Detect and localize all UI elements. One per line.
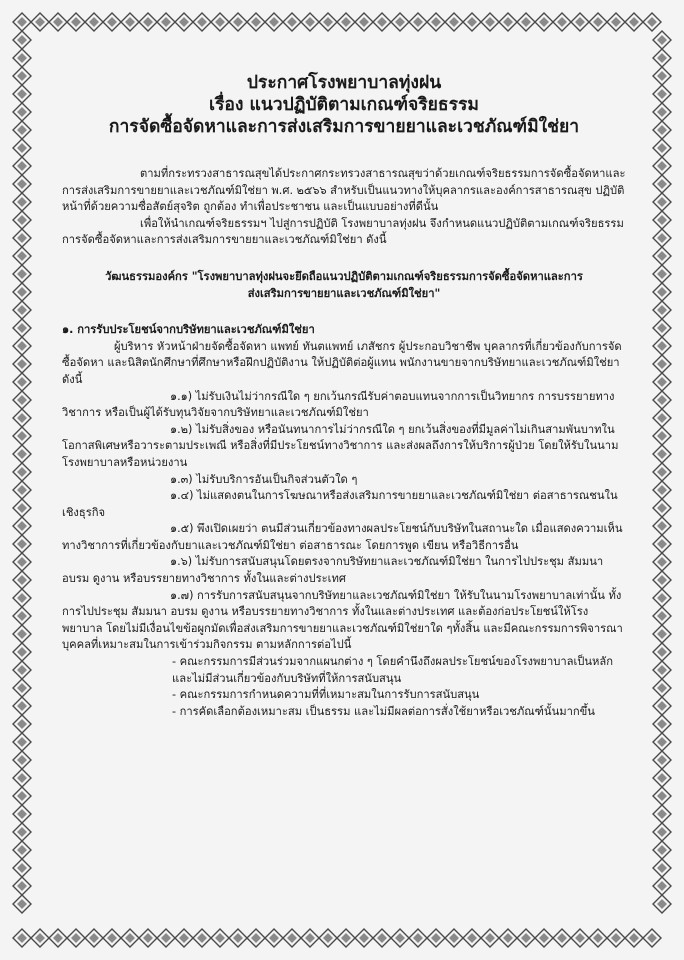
- culture-line-1: วัฒนธรรมองค์กร "โรงพยาบาลทุ่งฝนจะยึดถือแนวปฏิบัติตามเกณฑ์จริยธรรมการจัดซื้อจัดหาและการ: [105, 269, 583, 283]
- organization-culture: [62, 269, 626, 302]
- border-right: [653, 31, 671, 913]
- section-1-intro: ผู้บริหาร หัวหน้าฝ่ายจัดซื้อจัดหา แพทย์ ทันตแพทย์ เภสัชกร ผู้ประกอบวิชาชีพ บุคลากรที่เกี่ยวข้องกับการจัดซื้อจัดหา และนิสิตนักศึกษาที่ศึกษาหรือฝึกปฏิบัติงาน ให้ปฏิบัติต่อผู้แทน พนักงานขายจากบริษัทยาและเวชภัณฑ์มิใช่ยา ดังนี้: [62, 339, 622, 386]
- item-1-5: ๑.๕) พึงเปิดเผยว่า ตนมีส่วนเกี่ยวข้องทางผลประโยชน์กับบริษัทในสถานะใด เมื่อแสดงความเห็นทางวิชาการที่เกี่ยวข้องกับยาและเวชภัณฑ์มิใช่ยา ต่อสาธารณะ โดยการพูด เขียน หรือวิธีการอื่น: [62, 522, 623, 552]
- item-1-6: ๑.๖) ไม่รับการสนับสนุนโดยตรงจากบริษัทยาและเวชภัณฑ์มิใช่ยา ในการไปประชุม สัมมนา อบรม ดูงาน หรือบรรยายทางวิชาการ ทั้งในและต่างประเทศ: [62, 555, 604, 586]
- intro-paragraph-1: ตามที่กระทรวงสาธารณสุขได้ประกาศกระทรวงสาธารณสุขว่าด้วยเกณฑ์จริยธรรมการจัดซื้อจัดหาและการส่งเสริมการขายยาและเวชภัณฑ์มิใช่ยา พ.ศ. ๒๕๖๖ สำหรับเป็นแนวทางให้บุคลากรและองค์การสาธารณสุข ปฏิบัติหน้าที่ด้วยความซื่อสัตย์สุจริต ถูกต้อง ทำเพื่อประชาชน และเป็นแบบอย่างที่ดีนั้น: [62, 167, 626, 214]
- bullet-2: - คณะกรรมการกำหนดความที่ที่เหมาะสมในการรับการสนับสนุน: [172, 688, 480, 702]
- culture-line-2: ส่งเสริมการขายยาและเวชภัณฑ์มิใช่ยา": [247, 286, 441, 300]
- border-top: [13, 13, 661, 31]
- item-1-2: ๑.๒) ไม่รับสิ่งของ หรือนันทนาการไม่ว่ากรณีใด ๆ ยกเว้นสิ่งของที่มีมูลค่าไม่เกินสามพันบาทในโอกาสพิเศษหรือวาระตามประเพณี หรือสิ่งที่มีประโยชน์ทางวิชาการ และส่งผลถึงการให้บริการผู้ป่วย โดยให้รับในนามโรงพยาบาลหรือหน่วยงาน: [62, 422, 619, 469]
- item-1-4: ๑.๔) ไม่แสดงตนในการโฆษณาหรือส่งเสริมการขายยาและเวชภัณฑ์มิใช่ยา ต่อสาธารณชนในเชิงธุรกิจ: [62, 489, 618, 519]
- bullet-1: - คณะกรรมการมีส่วนร่วมจากแผนกต่าง ๆ โดยคำนึงถึงผลประโยชน์ของโรงพยาบาลเป็นหลัก และไม่มีส่วนเกี่ยวข้องกับบริษัทที่ให้การสนับสนุน: [172, 655, 614, 685]
- document-content: [62, 72, 626, 932]
- bullet-3: - การคัดเลือกต้องเหมาะสม เป็นธรรม และไม่มีผลต่อการสั่งใช้ยาหรือเวชภัณฑ์นั้นมากขึ้น: [172, 704, 595, 718]
- title-line-2: เรื่อง แนวปฏิบัติตามเกณฑ์จริยธรรม: [209, 95, 479, 115]
- item-1-1: ๑.๑) ไม่รับเงินไม่ว่ากรณีใด ๆ ยกเว้นกรณีรับค่าตอบแทนจากการเป็นวิทยากร การบรรยายทางวิชาการ หรือเป็นผู้ได้รับทุนวิจัยจากบริษัทยาและเวชภัณฑ์มิใช่ยา: [62, 389, 615, 420]
- border-left: [13, 31, 31, 913]
- title-line-1: ประกาศโรงพยาบาลทุ่งฝน: [246, 73, 442, 93]
- intro-paragraph-2: เพื่อให้นำเกณฑ์จริยธรรมฯ ไปสู่การปฏิบัติ โรงพยาบาลทุ่งฝน จึงกำหนดแนวปฏิบัติตามเกณฑ์จริยธรรมการจัดซื้อจัดหาและการส่งเสริมการขายยาและเวชภัณฑ์มิใช่ยา ดังนี้: [62, 216, 624, 247]
- section-1-heading: ๑. การรับประโยชน์จากบริษัทยาและเวชภัณฑ์มิใช่ยา: [62, 323, 315, 337]
- item-1-3: ๑.๓) ไม่รับบริการอันเป็นกิจส่วนตัวใด ๆ: [170, 472, 358, 486]
- item-1-7: ๑.๗) การรับการสนับสนุนจากบริษัทยาและเวชภัณฑ์มิใช่ยา ให้รับในนามโรงพยาบาลเท่านั้น ทั้งการไปประชุม สัมมนา อบรม ดูงาน หรือบรรยายทางวิชาการ ทั้งในและต่างประเทศ และต้องก่อประโยชน์ให้โรงพยาบาล โดยไม่มีเงื่อนไขข้อผูกมัดเพื่อส่งเสริมการขายยาและเวชภัณฑ์มิใช่ยาใด ๆทั้งสิ้น และมีคณะกรรมการพิจารณาบุคคลที่เหมาะสมในการเข้าร่วมกิจกรรม ตามหลักการต่อไปนี้: [62, 588, 623, 652]
- title-line-3: การจัดซื้อจัดหาและการส่งเสริมการขายยาและเวชภัณฑ์มิใช่ยา: [108, 117, 580, 137]
- announcement-title: [62, 72, 626, 138]
